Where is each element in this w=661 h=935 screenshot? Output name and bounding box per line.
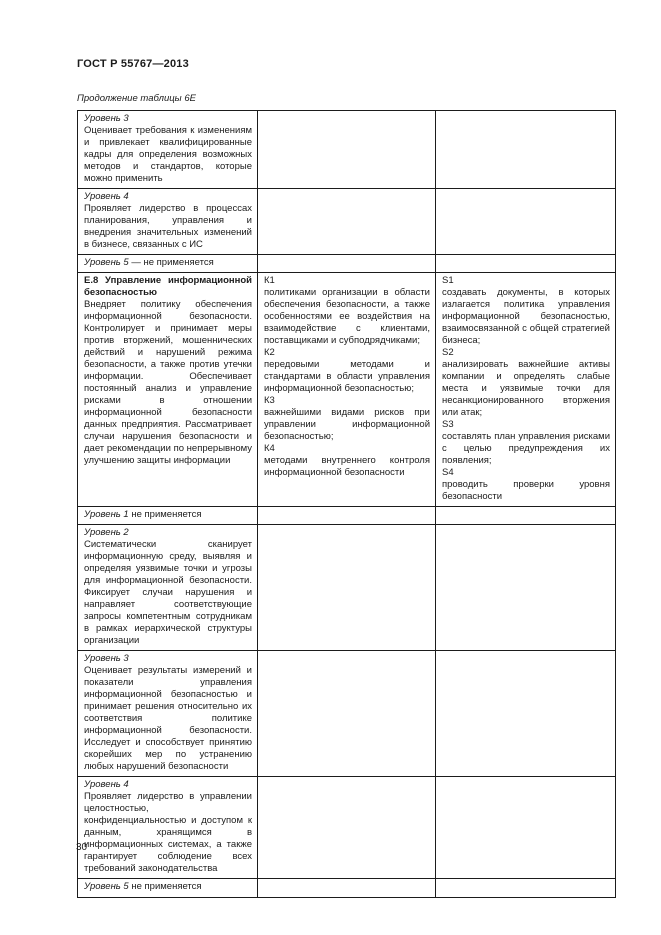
- empty-cell: [258, 189, 436, 255]
- table-row: [78, 777, 616, 879]
- empty-cell: [436, 777, 616, 879]
- level-label: Уровень 3: [84, 653, 129, 664]
- level-cell: [78, 189, 258, 255]
- document-title: ГОСТ Р 55767—2013: [77, 58, 189, 70]
- level-cell: [78, 525, 258, 651]
- knowledge-text: политиками организации в области обеспечения безопасности, а также особенностями ее воздействия на взаимодействие с клиентами, поставщиками и субподрядчиками;: [264, 287, 430, 346]
- skill-code: S2: [442, 347, 454, 358]
- level-cell: [78, 507, 258, 525]
- empty-cell: [436, 507, 616, 525]
- level-cell: [78, 777, 258, 879]
- table-row: [78, 189, 616, 255]
- table-row: [78, 879, 616, 898]
- empty-cell: [258, 525, 436, 651]
- empty-cell: [436, 111, 616, 189]
- skill-text: проводить проверки уровня безопасности: [442, 479, 610, 502]
- competency-table-body: [78, 111, 616, 898]
- empty-cell: [258, 879, 436, 898]
- empty-cell: [258, 507, 436, 525]
- knowledge-text: передовыми методами и стандартами в области управления информационной безопасностью;: [264, 359, 430, 394]
- competency-table: [77, 110, 616, 898]
- level-note: не применяется: [131, 881, 202, 892]
- level-note: — не применяется: [131, 257, 214, 268]
- level-label: Уровень 2: [84, 527, 129, 538]
- level-label: Уровень 3: [84, 113, 129, 124]
- level-label: Уровень 5: [84, 881, 129, 892]
- empty-cell: [258, 651, 436, 777]
- empty-cell: [258, 111, 436, 189]
- skill-text: анализировать важнейшие активы компании и определять слабые места и уязвимые точки для несанкционированного вторжения или атак;: [442, 359, 610, 418]
- skill-code: S3: [442, 419, 454, 430]
- level-cell: [78, 255, 258, 273]
- empty-cell: [436, 525, 616, 651]
- level-description: Оценивает результаты измерений и показатели управления информационной безопасностью и принимает решения относительно их соответствия политике информационной безопасности. Исследует и способствует принятию скорейших мер по устранению любых нарушений безопасности: [84, 665, 252, 772]
- knowledge-text: методами внутреннего контроля информационной безопасности: [264, 455, 430, 478]
- level-label: Уровень 4: [84, 191, 129, 202]
- level-description: Проявляет лидерство в управлении целостностью, конфиденциальностью и доступом к данным, хранящимся в информационных системах, а также гарантирует соблюдение всех требований законодательства: [84, 791, 252, 874]
- competency-title: Е.8 Управление информационной безопасностью: [84, 275, 252, 298]
- knowledge-cell: [258, 273, 436, 507]
- level-cell: [78, 879, 258, 898]
- level-note: не применяется: [131, 509, 202, 520]
- level-cell: [78, 111, 258, 189]
- table-row: [78, 507, 616, 525]
- page-number: 30: [76, 842, 88, 853]
- knowledge-code: К1: [264, 275, 275, 286]
- empty-cell: [436, 651, 616, 777]
- table-row: [78, 273, 616, 507]
- level-cell: [78, 651, 258, 777]
- knowledge-code: К2: [264, 347, 275, 358]
- table-row: [78, 651, 616, 777]
- level-label: Уровень 5: [84, 257, 129, 268]
- knowledge-code: К4: [264, 443, 275, 454]
- skill-code: S1: [442, 275, 454, 286]
- empty-cell: [436, 189, 616, 255]
- competency-description: Внедряет политику обеспечения информационной безопасности. Контролирует и принимает меры против вторжений, мошеннических действий и нарушений режима безопасности, а также против утечки информации. Обеспечивает постоянный анализ и управление рисками в отношении информационной безопасности данных предприятия. Рассматривает случаи нарушения безопасности и дает рекомендации по непрерывному улучшению защиты информации: [84, 299, 252, 466]
- knowledge-text: важнейшими видами рисков при управлении информационной безопасностью;: [264, 407, 430, 442]
- level-description: Проявляет лидерство в процессах планирования, управления и внедрения значительных изменений в бизнесе, связанных с ИС: [84, 203, 252, 250]
- level-label: Уровень 4: [84, 779, 129, 790]
- skill-text: составлять план управления рисками с целью предупреждения их появления;: [442, 431, 610, 466]
- empty-cell: [258, 255, 436, 273]
- table-caption: Продолжение таблицы 6Е: [77, 93, 196, 104]
- table-row: [78, 255, 616, 273]
- skill-code: S4: [442, 467, 454, 478]
- empty-cell: [436, 879, 616, 898]
- table-row: [78, 111, 616, 189]
- knowledge-code: К3: [264, 395, 275, 406]
- empty-cell: [258, 777, 436, 879]
- level-label: Уровень 1: [84, 509, 129, 520]
- competency-cell: [78, 273, 258, 507]
- table-row: [78, 525, 616, 651]
- empty-cell: [436, 255, 616, 273]
- level-description: Оценивает требования к изменениям и привлекает квалифицированные кадры для определения возможных методов и стандартов, которые можно применить: [84, 125, 252, 184]
- skill-text: создавать документы, в которых излагается политика управления информационной безопасностью, взаимосвязанной с общей стратегией бизнеса;: [442, 287, 610, 346]
- level-description: Систематически сканирует информационную среду, выявляя и определяя уязвимые точки и угрозы для информационной безопасности. Фиксирует случаи нарушения и направляет соответствующие запросы компетентным сотрудникам в рамках иерархической структуры организации: [84, 539, 252, 646]
- skills-cell: [436, 273, 616, 507]
